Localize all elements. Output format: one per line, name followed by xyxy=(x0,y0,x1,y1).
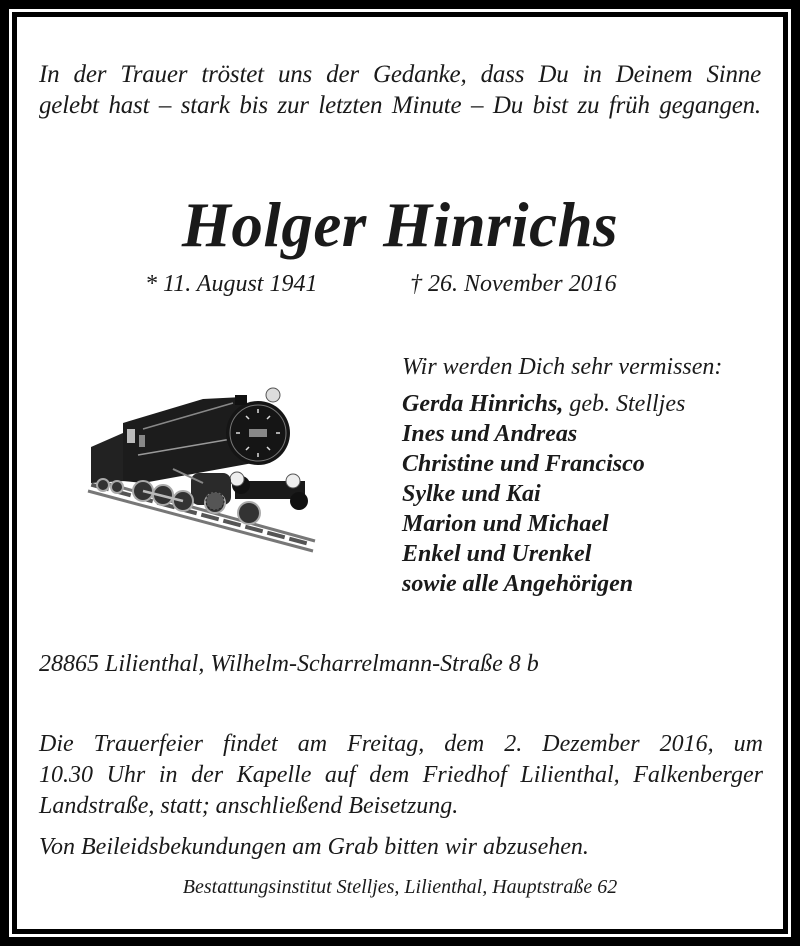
mourner-entry: Sylke und Kai xyxy=(402,481,541,507)
mourner-name: Gerda Hinrichs, xyxy=(402,391,564,417)
service-line-2: 10.30 Uhr in der Kapelle auf dem Friedhof Lilienthal, Falkenberger xyxy=(39,762,763,788)
funeral-service-info xyxy=(39,729,763,822)
birth-date: * 11. August 1941 xyxy=(145,271,318,297)
funeral-home: Bestattungsinstitut Stelljes, Lilienthal, Hauptstraße 62 xyxy=(182,876,618,898)
service-line-1: Die Trauerfeier findet am Freitag, dem 2. Dezember 2016, um xyxy=(39,731,763,757)
consolation-quote xyxy=(39,59,761,121)
obituary-notice xyxy=(17,17,783,929)
mourner-maiden-name: geb. Stelljes xyxy=(563,391,686,417)
family-address: 28865 Lilienthal, Wilhelm-Scharrelmann-Straße 8 b xyxy=(39,651,539,677)
service-line-3: Landstraße, statt; anschließend Beisetzung. xyxy=(39,793,459,819)
mourner-entry: Enkel und Urenkel xyxy=(402,541,592,567)
quote-line-2: gelebt hast – stark bis zur letzten Minute – Du bist zu früh gegangen. xyxy=(39,92,761,119)
death-date: † 26. November 2016 xyxy=(410,271,617,297)
deceased-name: Holger Hinrichs xyxy=(181,190,619,260)
mourners-list xyxy=(402,352,722,599)
steam-locomotive-icon xyxy=(83,373,318,565)
mourner-entry: sowie alle Angehörigen xyxy=(402,571,634,597)
condolence-note: Von Beileidsbekundungen am Grab bitten wir abzusehen. xyxy=(39,834,589,860)
mourner-entry: Marion und Michael xyxy=(402,511,609,537)
mourner-entry: Christine und Francisco xyxy=(402,451,645,477)
mourner-entry: Ines und Andreas xyxy=(402,421,578,447)
mourners-intro: Wir werden Dich sehr vermissen: xyxy=(402,354,723,380)
quote-line-1: In der Trauer tröstet uns der Gedanke, dass Du in Deinem Sinne xyxy=(39,61,761,88)
mourner-entry xyxy=(402,389,722,419)
